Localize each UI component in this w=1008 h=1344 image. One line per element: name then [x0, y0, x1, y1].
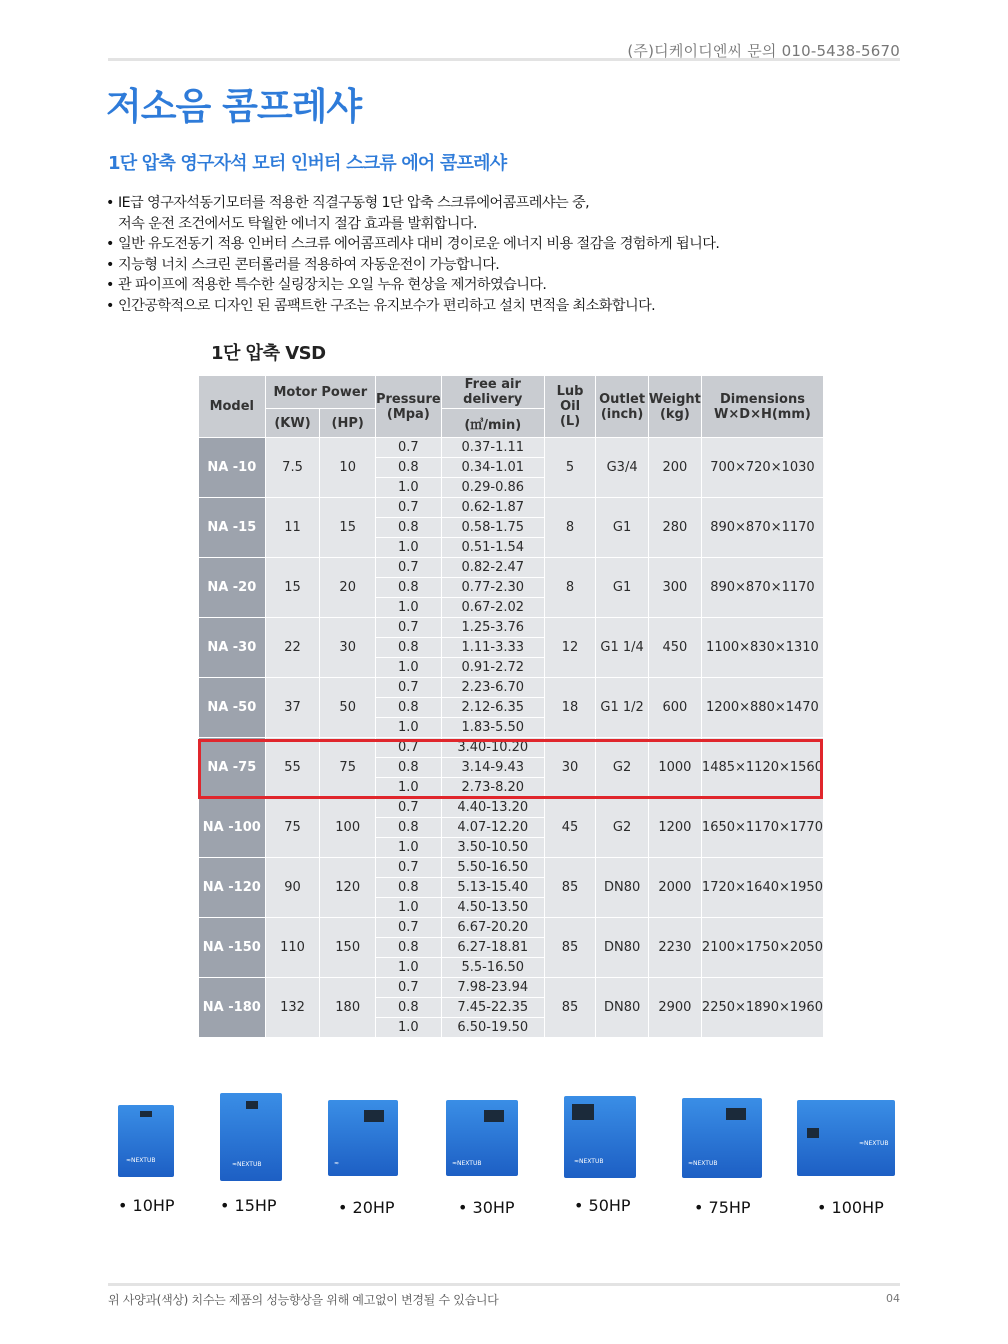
cell-lub-oil: 8: [544, 498, 595, 558]
cell-dimensions: 2250×1890×1960: [701, 978, 823, 1038]
table-row: [199, 618, 824, 638]
cell-lub-oil: 85: [544, 978, 595, 1038]
feature-item: • 일반 유도전동기 적용 인버터 스크류 에어콤프레샤 대비 경이로운 에너지 비용 절감을 경험하게 됩니다.: [106, 236, 720, 252]
cell-model: NA -180: [199, 978, 266, 1038]
cell-weight: 200: [648, 438, 701, 498]
cell-fad: 4.07-12.20: [441, 818, 544, 838]
cell-weight: 2000: [648, 858, 701, 918]
cell-hp: 20: [320, 558, 376, 618]
header-fad-unit: (㎥/min): [441, 409, 544, 438]
compressor-image: ≈: [328, 1100, 398, 1176]
cell-outlet: DN80: [596, 858, 649, 918]
table-row: [199, 678, 824, 698]
cell-pressure: 1.0: [375, 1018, 441, 1038]
cell-fad: 3.40-10.20: [441, 738, 544, 758]
cell-kw: 15: [265, 558, 320, 618]
cell-model: NA -100: [199, 798, 266, 858]
cell-fad: 1.83-5.50: [441, 718, 544, 738]
feature-item: • 관 파이프에 적용한 특수한 실링장치는 오일 누유 현상을 제거하였습니다.: [106, 277, 547, 293]
cell-fad: 0.37-1.11: [441, 438, 544, 458]
cell-fad: 7.98-23.94: [441, 978, 544, 998]
header-weight: Weight (kg): [648, 376, 701, 438]
cell-pressure: 0.8: [375, 818, 441, 838]
header-dimensions: Dimensions W×D×H(mm): [701, 376, 823, 438]
header-model: Model: [199, 376, 266, 438]
cell-fad: 7.45-22.35: [441, 998, 544, 1018]
header-pressure: Pressure (Mpa): [375, 376, 441, 438]
cell-lub-oil: 5: [544, 438, 595, 498]
cell-kw: 11: [265, 498, 320, 558]
cell-pressure: 1.0: [375, 598, 441, 618]
cell-fad: 3.14-9.43: [441, 758, 544, 778]
table-row: [199, 918, 824, 938]
cell-hp: 180: [320, 978, 376, 1038]
footer-rule: [108, 1283, 900, 1286]
cell-outlet: DN80: [596, 918, 649, 978]
feature-item-continued: 저속 운전 조건에서도 탁월한 에너지 절감 효과를 발휘합니다.: [118, 215, 477, 232]
contact-info: (주)디케이디엔씨 문의 010-5438-5670: [627, 42, 900, 60]
cell-hp: 100: [320, 798, 376, 858]
compressor-image: ≈NEXTUB: [446, 1100, 518, 1176]
cell-fad: 0.77-2.30: [441, 578, 544, 598]
cell-kw: 75: [265, 798, 320, 858]
cell-pressure: 0.7: [375, 498, 441, 518]
cell-pressure: 0.7: [375, 858, 441, 878]
cell-lub-oil: 45: [544, 798, 595, 858]
cell-pressure: 0.7: [375, 918, 441, 938]
cell-lub-oil: 85: [544, 918, 595, 978]
table-row: [199, 498, 824, 518]
cell-fad: 6.67-20.20: [441, 918, 544, 938]
cell-kw: 37: [265, 678, 320, 738]
cell-dimensions: 1650×1170×1770: [701, 798, 823, 858]
cell-fad: 3.50-10.50: [441, 838, 544, 858]
cell-outlet: G1 1/4: [596, 618, 649, 678]
cell-weight: 600: [648, 678, 701, 738]
cell-weight: 300: [648, 558, 701, 618]
cell-model: NA -30: [199, 618, 266, 678]
cell-pressure: 1.0: [375, 658, 441, 678]
cell-dimensions: 2100×1750×2050: [701, 918, 823, 978]
cell-lub-oil: 12: [544, 618, 595, 678]
cell-pressure: 1.0: [375, 778, 441, 798]
cell-pressure: 0.8: [375, 998, 441, 1018]
page-subtitle: 1단 압축 영구자석 모터 인버터 스크류 에어 콤프레샤: [108, 153, 507, 174]
cell-hp: 10: [320, 438, 376, 498]
cell-pressure: 0.8: [375, 578, 441, 598]
cell-pressure: 0.7: [375, 438, 441, 458]
cell-pressure: 0.8: [375, 698, 441, 718]
cell-dimensions: 1100×830×1310: [701, 618, 823, 678]
spec-table: [198, 375, 824, 1038]
cell-model: NA -15: [199, 498, 266, 558]
cell-fad: 0.67-2.02: [441, 598, 544, 618]
feature-item: • 인간공학적으로 디자인 된 콤팩트한 구조는 유지보수가 편리하고 설치 면적을 최소화합니다.: [106, 297, 656, 314]
cell-model: NA -20: [199, 558, 266, 618]
cell-pressure: 0.8: [375, 878, 441, 898]
cell-fad: 0.82-2.47: [441, 558, 544, 578]
cell-fad: 5.5-16.50: [441, 958, 544, 978]
cell-dimensions: 1200×880×1470: [701, 678, 823, 738]
cell-fad: 0.91-2.72: [441, 658, 544, 678]
cell-lub-oil: 85: [544, 858, 595, 918]
cell-weight: 1000: [648, 738, 701, 798]
cell-lub-oil: 18: [544, 678, 595, 738]
cell-weight: 280: [648, 498, 701, 558]
cell-pressure: 1.0: [375, 538, 441, 558]
cell-pressure: 1.0: [375, 718, 441, 738]
cell-kw: 132: [265, 978, 320, 1038]
cell-pressure: 0.8: [375, 518, 441, 538]
cell-pressure: 0.7: [375, 618, 441, 638]
header-kw: (KW): [265, 409, 320, 438]
table-row: [199, 798, 824, 818]
cell-pressure: 0.8: [375, 938, 441, 958]
cell-fad: 6.27-18.81: [441, 938, 544, 958]
product-gallery: ≈NEXTUB • 10HP ≈NEXTUB • 15HP ≈ • 20HP ≈NEXTUB • 30HP ≈NEXTUB • 50HP ≈NEXTUB • 75HP ≈NEXTUB • 100HP: [100, 1090, 910, 1230]
cell-model: NA -10: [199, 438, 266, 498]
cell-hp: 120: [320, 858, 376, 918]
cell-fad: 1.25-3.76: [441, 618, 544, 638]
cell-outlet: G1 1/2: [596, 678, 649, 738]
cell-outlet: DN80: [596, 978, 649, 1038]
compressor-image: ≈NEXTUB: [220, 1093, 282, 1181]
cell-outlet: G2: [596, 738, 649, 798]
cell-outlet: G3/4: [596, 438, 649, 498]
cell-fad: 4.50-13.50: [441, 898, 544, 918]
cell-pressure: 1.0: [375, 838, 441, 858]
cell-fad: 5.13-15.40: [441, 878, 544, 898]
cell-pressure: 1.0: [375, 958, 441, 978]
cell-dimensions: 700×720×1030: [701, 438, 823, 498]
cell-pressure: 1.0: [375, 898, 441, 918]
cell-weight: 2230: [648, 918, 701, 978]
header-motor-power: Motor Power: [265, 376, 375, 409]
cell-weight: 2900: [648, 978, 701, 1038]
table-title: 1단 압축 VSD: [211, 343, 326, 364]
cell-hp: 75: [320, 738, 376, 798]
cell-kw: 7.5: [265, 438, 320, 498]
cell-kw: 90: [265, 858, 320, 918]
compressor-image: ≈NEXTUB: [797, 1100, 895, 1176]
cell-model: NA -50: [199, 678, 266, 738]
cell-model: NA -150: [199, 918, 266, 978]
cell-weight: 450: [648, 618, 701, 678]
cell-pressure: 0.8: [375, 458, 441, 478]
cell-fad: 0.62-1.87: [441, 498, 544, 518]
cell-dimensions: 1720×1640×1950: [701, 858, 823, 918]
compressor-image: ≈NEXTUB: [118, 1105, 174, 1177]
cell-lub-oil: 8: [544, 558, 595, 618]
cell-fad: 2.73-8.20: [441, 778, 544, 798]
highlight-box-na75: [198, 739, 823, 799]
table-row: [199, 978, 824, 998]
cell-fad: 5.50-16.50: [441, 858, 544, 878]
cell-fad: 0.29-0.86: [441, 478, 544, 498]
header-hp: (HP): [320, 409, 376, 438]
cell-fad: 4.40-13.20: [441, 798, 544, 818]
header-fad: Free air delivery: [441, 376, 544, 409]
cell-dimensions: 890×870×1170: [701, 498, 823, 558]
header-lub-oil: Lub Oil (L): [544, 376, 595, 438]
cell-model: NA -120: [199, 858, 266, 918]
cell-hp: 150: [320, 918, 376, 978]
cell-hp: 15: [320, 498, 376, 558]
cell-outlet: G1: [596, 498, 649, 558]
page-number: 04: [886, 1292, 900, 1305]
page-title: 저소음 콤프레샤: [106, 85, 362, 128]
table-row: [199, 558, 824, 578]
compressor-image: ≈NEXTUB: [564, 1096, 636, 1178]
cell-kw: 55: [265, 738, 320, 798]
cell-fad: 0.58-1.75: [441, 518, 544, 538]
cell-outlet: G1: [596, 558, 649, 618]
cell-pressure: 0.8: [375, 758, 441, 778]
cell-pressure: 0.8: [375, 638, 441, 658]
footer-note: 위 사양과(색상) 치수는 제품의 성능향상을 위해 예고없이 변경될 수 있습니다: [108, 1293, 499, 1307]
cell-fad: 1.11-3.33: [441, 638, 544, 658]
cell-lub-oil: 30: [544, 738, 595, 798]
cell-fad: 2.23-6.70: [441, 678, 544, 698]
cell-dimensions: 1485×1120×1560: [701, 738, 823, 798]
feature-list: [106, 193, 906, 316]
cell-fad: 2.12-6.35: [441, 698, 544, 718]
table-row: [199, 438, 824, 458]
cell-model: NA -75: [199, 738, 266, 798]
cell-outlet: G2: [596, 798, 649, 858]
cell-hp: 50: [320, 678, 376, 738]
cell-fad: 0.34-1.01: [441, 458, 544, 478]
cell-fad: 6.50-19.50: [441, 1018, 544, 1038]
cell-pressure: 1.0: [375, 478, 441, 498]
header-outlet: Outlet (inch): [596, 376, 649, 438]
cell-pressure: 0.7: [375, 558, 441, 578]
cell-pressure: 0.7: [375, 678, 441, 698]
table-row: [199, 858, 824, 878]
cell-pressure: 0.7: [375, 738, 441, 758]
cell-hp: 30: [320, 618, 376, 678]
feature-item: • IE급 영구자석동기모터를 적용한 직결구동형 1단 압축 스크류에어콤프레샤는 중,: [106, 195, 590, 211]
cell-kw: 22: [265, 618, 320, 678]
cell-kw: 110: [265, 918, 320, 978]
cell-dimensions: 890×870×1170: [701, 558, 823, 618]
compressor-image: ≈NEXTUB: [682, 1098, 762, 1178]
cell-pressure: 0.7: [375, 978, 441, 998]
cell-weight: 1200: [648, 798, 701, 858]
cell-fad: 0.51-1.54: [441, 538, 544, 558]
cell-pressure: 0.7: [375, 798, 441, 818]
feature-item: • 지능형 너치 스크린 콘터롤러를 적용하여 자동운전이 가능합니다.: [106, 256, 500, 273]
